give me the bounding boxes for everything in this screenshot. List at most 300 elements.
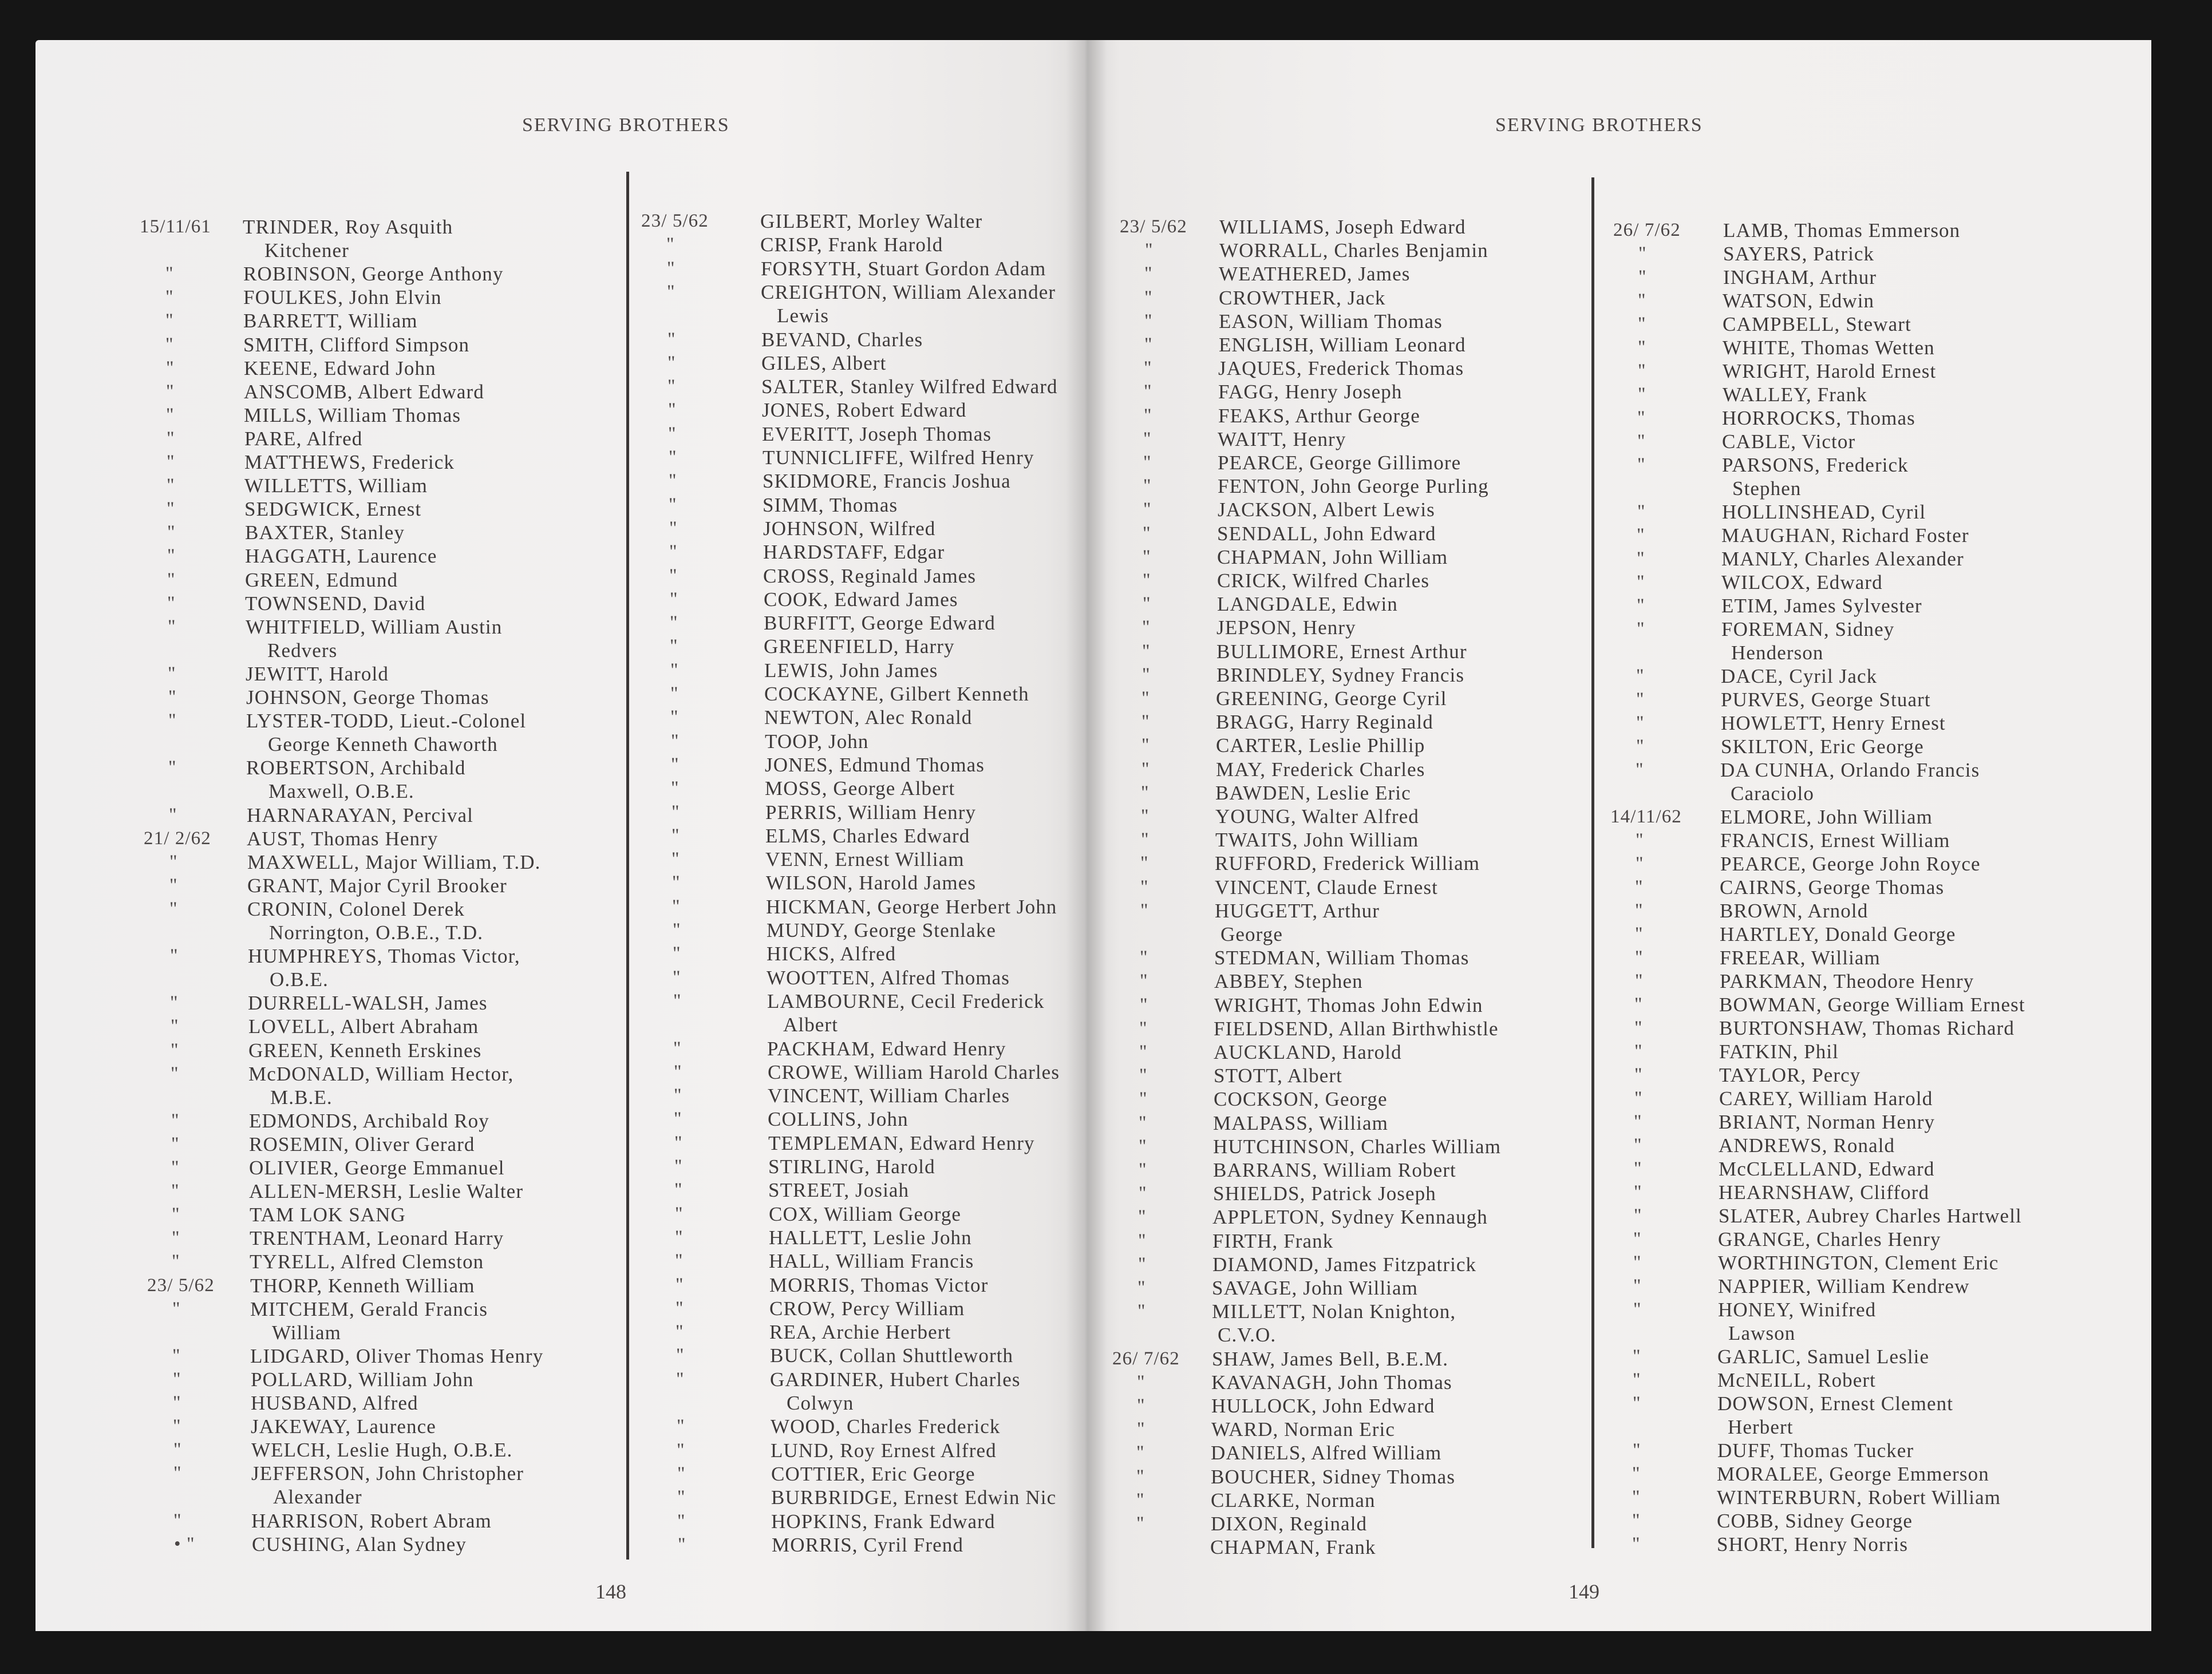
entry-name: EVERITT, Joseph Thomas bbox=[762, 423, 992, 445]
entry-date: " bbox=[171, 1134, 180, 1154]
entry-date: " bbox=[1143, 452, 1152, 473]
entry-name: LYSTER-TODD, Lieut.-Colonel bbox=[246, 710, 527, 732]
entry-date: " bbox=[171, 1181, 180, 1201]
entry-date: " bbox=[168, 687, 177, 707]
entry-date: " bbox=[667, 258, 676, 279]
entry-name: JOHNSON, Wilfred bbox=[763, 517, 936, 540]
entry-name: BROWN, Arnold bbox=[1720, 900, 1869, 922]
entry-continuation-text: Maxwell, O.B.E. bbox=[268, 780, 414, 802]
entry-name: FOULKES, John Elvin bbox=[243, 286, 442, 308]
entry-date: " bbox=[166, 381, 175, 402]
entry-name: BARRETT, William bbox=[243, 310, 418, 332]
entry-date: " bbox=[677, 1463, 686, 1484]
entry-name: HOWLETT, Henry Ernest bbox=[1721, 712, 1946, 734]
entry-name: DACE, Cyril Jack bbox=[1721, 665, 1878, 687]
entry-name: THORP, Kenneth William bbox=[250, 1275, 475, 1297]
entry-date: " bbox=[1633, 1276, 1642, 1296]
entry-date: " bbox=[168, 757, 177, 778]
entry-date: " bbox=[673, 967, 681, 988]
entry-name: CRONIN, Colonel Derek bbox=[247, 898, 465, 920]
entry-date: " bbox=[1144, 381, 1152, 402]
entry-name: MILLS, William Thomas bbox=[244, 404, 461, 426]
entry-name: STREET, Josiah bbox=[768, 1179, 910, 1201]
entry-date: " bbox=[166, 405, 175, 425]
entry-date: " bbox=[1634, 1041, 1643, 1062]
entry-name: ELMORE, John William bbox=[1720, 806, 1933, 828]
entry-name: EDMONDS, Archibald Roy bbox=[249, 1110, 489, 1132]
entry-name: WILCOX, Edward bbox=[1721, 571, 1883, 593]
entry-date: " bbox=[168, 663, 176, 684]
entry-date: 23/ 5/62 bbox=[147, 1275, 215, 1296]
entry-name: HUMPHREYS, Thomas Victor, bbox=[248, 945, 520, 967]
entry-date: " bbox=[1144, 405, 1152, 426]
entry-name: BULLIMORE, Ernest Arthur bbox=[1216, 640, 1467, 663]
entry-date: " bbox=[1143, 523, 1151, 544]
entry-date: " bbox=[1141, 688, 1150, 709]
entry-date: " bbox=[676, 1345, 685, 1366]
entry-date: " bbox=[1633, 1393, 1641, 1414]
entry-date: " bbox=[1141, 759, 1150, 779]
entry-date: " bbox=[1636, 759, 1644, 780]
entry-name: SHAW, James Bell, B.E.M. bbox=[1212, 1348, 1449, 1370]
entry-date: " bbox=[1144, 311, 1153, 331]
entry-name: OLIVIER, George Emmanuel bbox=[249, 1157, 505, 1179]
entry-date: " bbox=[1137, 1419, 1146, 1439]
entry-name: HORROCKS, Thomas bbox=[1722, 407, 1915, 429]
entry-name: WALLEY, Frank bbox=[1723, 383, 1867, 406]
left-page-number: 148 bbox=[595, 1580, 626, 1603]
entry-date: " bbox=[167, 522, 176, 543]
entry-date: " bbox=[172, 1345, 181, 1366]
entry-name: BRINDLEY, Sydney Francis bbox=[1216, 664, 1465, 686]
entry-name: TYRELL, Alfred Clemston bbox=[250, 1250, 484, 1273]
entry-continuation-text: George Kenneth Chaworth bbox=[268, 733, 498, 755]
entry-date: " bbox=[671, 731, 680, 751]
entry-name: MATTHEWS, Frederick bbox=[244, 451, 455, 473]
entry-name: MOSS, George Albert bbox=[765, 777, 955, 800]
entry-name: PARKMAN, Theodore Henry bbox=[1720, 970, 1974, 992]
entry-date: " bbox=[172, 1299, 181, 1319]
entry-date: " bbox=[667, 329, 676, 350]
entry-date: " bbox=[1140, 971, 1148, 991]
entry-name: FIELDSEND, Allan Birthwhistle bbox=[1214, 1018, 1499, 1040]
entry-date: " bbox=[167, 428, 175, 449]
entry-date: " bbox=[1139, 1183, 1147, 1204]
entry-date: " bbox=[677, 1416, 685, 1436]
entry-date: " bbox=[1637, 431, 1646, 452]
entry-name: FAGG, Henry Joseph bbox=[1218, 381, 1403, 403]
entry-date: " bbox=[1137, 1277, 1146, 1298]
entry-date: " bbox=[167, 569, 176, 590]
entry-date: " bbox=[1638, 290, 1646, 311]
entry-name: WHITE, Thomas Wetten bbox=[1723, 337, 1935, 359]
entry-date: " bbox=[173, 1510, 182, 1531]
entry-name: LOVELL, Albert Abraham bbox=[248, 1015, 479, 1038]
entry-name: PERRIS, William Henry bbox=[765, 801, 977, 824]
entry-name: CUSHING, Alan Sydney bbox=[252, 1533, 467, 1556]
entry-date: " bbox=[1634, 1135, 1642, 1155]
entry-date: " bbox=[172, 1251, 180, 1272]
entry-date: " bbox=[1143, 570, 1151, 591]
entry-name: ETIM, James Sylvester bbox=[1721, 595, 1922, 617]
entry-name: FORSYTH, Stuart Gordon Adam bbox=[761, 258, 1046, 280]
entry-name: LANGDALE, Edwin bbox=[1217, 593, 1398, 615]
entry-name: HALL, William Francis bbox=[769, 1250, 974, 1272]
entry-name: TRINDER, Roy Asquith bbox=[243, 216, 453, 238]
entry-name: MUNDY, George Stenlake bbox=[767, 919, 997, 941]
entry-date: " bbox=[677, 1440, 685, 1461]
entry-name: COCKAYNE, Gilbert Kenneth bbox=[764, 683, 1029, 705]
entry-name: JONES, Edmund Thomas bbox=[765, 754, 985, 776]
entry-date: " bbox=[671, 778, 680, 798]
entry-name: COCKSON, George bbox=[1214, 1088, 1388, 1110]
entry-name: ANSCOMB, Albert Edward bbox=[244, 381, 484, 403]
entry-name: CRICK, Wilfred Charles bbox=[1217, 569, 1430, 592]
entry-date: " bbox=[1633, 1440, 1641, 1461]
entry-name: WOOTTEN, Alfred Thomas bbox=[767, 967, 1010, 989]
entry-name: SENDALL, John Edward bbox=[1217, 523, 1436, 545]
entry-name: STIRLING, Harold bbox=[768, 1155, 935, 1178]
entry-name: POLLARD, William John bbox=[251, 1368, 474, 1391]
entry-date: " bbox=[677, 1487, 686, 1507]
entry-continuation-text: O.B.E. bbox=[270, 968, 329, 991]
entry-name: GREENFIELD, Harry bbox=[764, 635, 955, 658]
entry-name: TEMPLEMAN, Edward Henry bbox=[768, 1132, 1035, 1154]
entry-date: " bbox=[1142, 664, 1151, 685]
entry-name: CROSS, Reginald James bbox=[763, 565, 977, 587]
left-page bbox=[35, 40, 1088, 1631]
entry-name: SMITH, Clifford Simpson bbox=[243, 334, 470, 356]
entry-date: " bbox=[1636, 713, 1645, 733]
entry-name: ROBINSON, George Anthony bbox=[243, 263, 504, 285]
entry-name: BOUCHER, Sidney Thomas bbox=[1211, 1466, 1456, 1488]
entry-name: WORTHINGTON, Clement Eric bbox=[1718, 1252, 1999, 1274]
entry-name: TOOP, John bbox=[765, 730, 869, 753]
entry-date: " bbox=[672, 802, 680, 822]
entry-date: 15/11/61 bbox=[140, 216, 211, 237]
entry-date: " bbox=[167, 498, 175, 519]
entry-name: JACKSON, Albert Lewis bbox=[1218, 498, 1435, 521]
entry-continuation-text: Caraciolo bbox=[1731, 782, 1814, 805]
entry-date: " bbox=[1638, 337, 1646, 358]
entry-name: ROSEMIN, Oliver Gerard bbox=[249, 1133, 475, 1155]
entry-name: JOHNSON, George Thomas bbox=[246, 686, 489, 709]
entry-name: HEARNSHAW, Clifford bbox=[1719, 1181, 1930, 1204]
entry-name: JEFFERSON, John Christopher bbox=[251, 1462, 524, 1485]
entry-date: " bbox=[672, 825, 680, 846]
left-running-head: SERVING BROTHERS bbox=[522, 114, 730, 136]
entry-name: JEPSON, Henry bbox=[1216, 616, 1356, 639]
entry-name: SAYERS, Patrick bbox=[1723, 243, 1875, 265]
entry-name: CHAPMAN, Frank bbox=[1210, 1536, 1376, 1558]
entry-name: WILSON, Harold James bbox=[766, 872, 977, 894]
entry-date: " bbox=[1144, 358, 1152, 378]
entry-name: SLATER, Aubrey Charles Hartwell bbox=[1719, 1205, 2022, 1227]
entry-name: WORRALL, Charles Benjamin bbox=[1219, 239, 1488, 262]
entry-name: WRIGHT, Thomas John Edwin bbox=[1214, 994, 1483, 1016]
entry-date: " bbox=[1632, 1510, 1641, 1531]
entry-name: JONES, Robert Edward bbox=[762, 399, 967, 421]
entry-date: " bbox=[1637, 407, 1646, 428]
right-page-number: 149 bbox=[1569, 1580, 1599, 1603]
entry-name: STOTT, Albert bbox=[1214, 1064, 1342, 1087]
entry-name: YOUNG, Walter Alfred bbox=[1215, 805, 1419, 828]
entry-date: " bbox=[171, 1110, 180, 1131]
entry-name: BRAGG, Harry Reginald bbox=[1216, 711, 1433, 733]
entry-name: HARRISON, Robert Abram bbox=[251, 1510, 492, 1532]
entry-date: " bbox=[673, 920, 681, 940]
entry-date: " bbox=[676, 1369, 685, 1390]
entry-date: " bbox=[167, 452, 175, 472]
entry-name: APPLETON, Sydney Kennaugh bbox=[1212, 1206, 1488, 1228]
entry-date: " bbox=[1635, 924, 1644, 944]
entry-name: SKILTON, Eric George bbox=[1721, 735, 1924, 758]
entry-continuation-text: Albert bbox=[783, 1014, 839, 1036]
left-column-divider bbox=[626, 172, 629, 1560]
entry-name: HARDSTAFF, Edgar bbox=[763, 541, 945, 563]
entry-date: " bbox=[674, 1133, 683, 1153]
entry-date: " bbox=[1632, 1487, 1641, 1507]
entry-date: 14/11/62 bbox=[1610, 806, 1682, 827]
entry-name: WILLETTS, William bbox=[244, 474, 428, 497]
entry-name: MILLETT, Nolan Knighton, bbox=[1212, 1300, 1456, 1323]
entry-name: EASON, William Thomas bbox=[1219, 310, 1443, 333]
entry-name: SEDGWICK, Ernest bbox=[244, 498, 422, 520]
entry-name: TWAITS, John William bbox=[1215, 829, 1419, 851]
entry-name: WAITT, Henry bbox=[1218, 428, 1346, 450]
entry-date: " bbox=[1634, 1182, 1642, 1202]
entry-date: " bbox=[169, 899, 178, 919]
entry-name: HARTLEY, Donald George bbox=[1720, 923, 1956, 945]
entry-date: 21/ 2/62 bbox=[144, 828, 211, 849]
entry-date: " bbox=[173, 1416, 181, 1436]
entry-date: " bbox=[165, 287, 174, 307]
entry-date: " bbox=[167, 593, 176, 614]
entry-name: WRIGHT, Harold Ernest bbox=[1723, 360, 1937, 382]
entry-continuation-text: Alexander bbox=[273, 1486, 362, 1508]
entry-name: CREIGHTON, William Alexander bbox=[761, 281, 1056, 303]
entry-name: MAUGHAN, Richard Foster bbox=[1721, 524, 1969, 547]
entry-name: KEENE, Edward John bbox=[244, 357, 436, 379]
entry-date: " bbox=[678, 1534, 686, 1555]
entry-date: " bbox=[1636, 830, 1644, 850]
entry-name: BURTONSHAW, Thomas Richard bbox=[1719, 1017, 2014, 1039]
entry-name: PURVES, George Stuart bbox=[1721, 688, 1931, 711]
entry-continuation-text: Redvers bbox=[267, 639, 338, 662]
entry-date: " bbox=[674, 1156, 683, 1177]
entry-name: GARDINER, Hubert Charles bbox=[770, 1368, 1021, 1391]
entry-date: " bbox=[168, 710, 177, 731]
entry-date: " bbox=[1144, 263, 1153, 284]
entry-date: " bbox=[165, 334, 174, 355]
entry-name: HARNARAYAN, Percival bbox=[247, 804, 473, 826]
entry-continuation-text: William bbox=[272, 1321, 341, 1344]
entry-name: WHITFIELD, William Austin bbox=[246, 616, 503, 638]
entry-date: " bbox=[669, 494, 677, 515]
entry-date: " bbox=[1638, 267, 1647, 287]
entry-continuation-text: Colwyn bbox=[787, 1392, 854, 1414]
entry-name: MAXWELL, Major William, T.D. bbox=[247, 851, 541, 873]
entry-date: " bbox=[1137, 1301, 1146, 1321]
entry-name: HUSBAND, Alfred bbox=[251, 1392, 418, 1414]
entry-date: " bbox=[1136, 1490, 1145, 1510]
entry-name: DANIELS, Alfred William bbox=[1211, 1442, 1442, 1464]
entry-date: " bbox=[669, 447, 677, 468]
entry-date: " bbox=[1141, 782, 1150, 803]
entry-name: VINCENT, William Charles bbox=[768, 1085, 1010, 1107]
entry-name: PARE, Alfred bbox=[244, 428, 363, 450]
entry-date: " bbox=[1137, 1372, 1146, 1392]
entry-date: " bbox=[171, 1157, 180, 1178]
entry-name: ABBEY, Stephen bbox=[1214, 970, 1363, 992]
entry-name: LAMB, Thomas Emmerson bbox=[1723, 219, 1961, 242]
entry-date: " bbox=[173, 1392, 181, 1413]
entry-date: " bbox=[165, 263, 174, 284]
entry-continuation-text: C.V.O. bbox=[1218, 1324, 1277, 1346]
entry-date: " bbox=[677, 1511, 686, 1531]
entry-date: " bbox=[169, 805, 177, 825]
entry-name: DIAMOND, James Fitzpatrick bbox=[1212, 1253, 1477, 1276]
entry-name: TAYLOR, Percy bbox=[1719, 1064, 1861, 1086]
entry-date: " bbox=[1636, 736, 1645, 757]
entry-date: " bbox=[668, 399, 677, 420]
entry-date: " bbox=[1139, 1136, 1147, 1157]
entry-name: McDONALD, William Hector, bbox=[248, 1063, 514, 1085]
entry-name: COOK, Edward James bbox=[764, 588, 958, 611]
entry-continuation-text: Lewis bbox=[777, 304, 830, 327]
entry-date: " bbox=[1145, 240, 1154, 260]
entry-date: " bbox=[1633, 1252, 1642, 1273]
entry-date: " bbox=[1144, 334, 1153, 355]
entry-name: AUCKLAND, Harold bbox=[1214, 1041, 1402, 1063]
entry-date: " bbox=[168, 616, 176, 637]
entry-name: HUGGETT, Arthur bbox=[1215, 900, 1380, 922]
entry-date: " bbox=[1634, 1158, 1642, 1179]
entry-name: LIDGARD, Oliver Thomas Henry bbox=[250, 1345, 544, 1367]
entry-date: " bbox=[675, 1227, 684, 1248]
entry-name: GARLIC, Samuel Leslie bbox=[1717, 1345, 1930, 1368]
entry-date: " bbox=[673, 1038, 682, 1059]
entry-date: " bbox=[1139, 1089, 1148, 1109]
entry-date: " bbox=[668, 424, 677, 444]
entry-date: " bbox=[1637, 572, 1645, 592]
entry-date: " bbox=[672, 872, 681, 893]
entry-date: 23/ 5/62 bbox=[1120, 216, 1187, 237]
entry-name: PACKHAM, Edward Henry bbox=[767, 1038, 1006, 1060]
entry-date: " bbox=[171, 1063, 179, 1084]
entry-date: " bbox=[1633, 1370, 1641, 1390]
entry-date: " bbox=[169, 852, 178, 872]
entry-name: DA CUNHA, Orlando Francis bbox=[1720, 759, 1980, 781]
entry-name: TAM LOK SANG bbox=[250, 1204, 406, 1226]
entry-date: " bbox=[676, 1321, 684, 1342]
entry-name: BAWDEN, Leslie Eric bbox=[1215, 782, 1411, 804]
entry-date: " bbox=[670, 660, 679, 680]
entry-name: DOWSON, Ernest Clement bbox=[1717, 1392, 1954, 1415]
entry-name: FATKIN, Phil bbox=[1719, 1040, 1839, 1063]
entry-name: CHAPMAN, John William bbox=[1217, 546, 1448, 568]
entry-continuation-text: Henderson bbox=[1731, 642, 1824, 664]
entry-date: " bbox=[1637, 454, 1646, 475]
entry-name: BEVAND, Charles bbox=[761, 329, 923, 351]
entry-date: " bbox=[1139, 1113, 1147, 1133]
entry-name: BOWMAN, George William Ernest bbox=[1719, 994, 2025, 1016]
entry-date: " bbox=[1637, 595, 1645, 616]
entry-name: MORRIS, Cyril Frend bbox=[772, 1534, 963, 1556]
entry-name: WELCH, Leslie Hugh, O.B.E. bbox=[251, 1439, 513, 1461]
entry-name: SHORT, Henry Norris bbox=[1717, 1533, 1909, 1556]
entry-date: " bbox=[1635, 971, 1644, 991]
entry-date: " bbox=[675, 1250, 684, 1271]
entry-name: PEARCE, George Gillimore bbox=[1218, 452, 1462, 474]
entry-name: LEWIS, John James bbox=[764, 659, 938, 682]
entry-name: SAVAGE, John William bbox=[1212, 1277, 1418, 1299]
entry-date: " bbox=[1142, 641, 1151, 662]
entry-date: " bbox=[667, 353, 676, 373]
entry-name: SKIDMORE, Francis Joshua bbox=[763, 470, 1011, 492]
entry-name: COX, William George bbox=[769, 1203, 962, 1225]
entry-name: HOLLINSHEAD, Cyril bbox=[1722, 501, 1926, 523]
entry-name: HICKMAN, George Herbert John bbox=[766, 896, 1057, 918]
entry-date: " bbox=[1637, 619, 1645, 639]
entry-date: 23/ 5/62 bbox=[641, 211, 709, 231]
entry-date: " bbox=[170, 992, 179, 1013]
entry-name: HUTCHINSON, Charles William bbox=[1213, 1135, 1502, 1158]
entry-name: WINTERBURN, Robert William bbox=[1717, 1486, 2001, 1509]
entry-date: " bbox=[1139, 1159, 1147, 1180]
entry-continuation-text: Lawson bbox=[1728, 1322, 1796, 1344]
entry-date: " bbox=[1140, 995, 1148, 1015]
entry-date: " bbox=[1140, 853, 1149, 873]
entry-date: " bbox=[1635, 877, 1644, 897]
right-running-head: SERVING BROTHERS bbox=[1495, 114, 1703, 136]
entry-date: " bbox=[672, 849, 680, 869]
entry-name: SHIELDS, Patrick Joseph bbox=[1213, 1182, 1436, 1205]
entry-name: ENGLISH, William Leonard bbox=[1219, 334, 1466, 356]
entry-name: MALPASS, William bbox=[1213, 1112, 1388, 1134]
entry-name: CROW, Percy William bbox=[769, 1297, 965, 1320]
entry-name: KAVANAGH, John Thomas bbox=[1211, 1371, 1452, 1394]
entry-date: " bbox=[169, 875, 178, 896]
entry-date: " bbox=[1634, 994, 1643, 1015]
entry-name: McNEILL, Robert bbox=[1717, 1369, 1876, 1391]
entry-date: " bbox=[1636, 666, 1645, 686]
entry-date: " bbox=[1634, 1205, 1642, 1226]
entry-date: " bbox=[667, 376, 676, 397]
entry-name: CROWE, William Harold Charles bbox=[768, 1061, 1060, 1083]
right-column-divider bbox=[1591, 177, 1594, 1548]
entry-name: ROBERTSON, Archibald bbox=[246, 757, 466, 779]
entry-date: " bbox=[1138, 1254, 1147, 1275]
entry-name: BUCK, Collan Shuttleworth bbox=[770, 1344, 1014, 1367]
entry-name: HAGGATH, Laurence bbox=[245, 545, 437, 567]
entry-continuation-text: Stephen bbox=[1732, 477, 1802, 500]
entry-date: " bbox=[173, 1369, 181, 1390]
entry-name: BRIANT, Norman Henry bbox=[1719, 1111, 1936, 1133]
entry-date: " bbox=[1638, 243, 1647, 264]
entry-date: " bbox=[1138, 1206, 1147, 1227]
entry-name: GREEN, Edmund bbox=[245, 569, 398, 591]
entry-date: " bbox=[1140, 947, 1148, 968]
entry-date: " bbox=[1635, 900, 1644, 921]
entry-name: GILBERT, Morley Walter bbox=[760, 210, 983, 232]
entry-date: • " bbox=[174, 1534, 195, 1554]
entry-name: MANLY, Charles Alexander bbox=[1721, 548, 1964, 570]
entry-name: WOOD, Charles Frederick bbox=[771, 1415, 1001, 1438]
entry-name: DURRELL-WALSH, James bbox=[248, 992, 488, 1014]
entry-date: " bbox=[1638, 384, 1646, 405]
entry-date: " bbox=[173, 1439, 182, 1460]
